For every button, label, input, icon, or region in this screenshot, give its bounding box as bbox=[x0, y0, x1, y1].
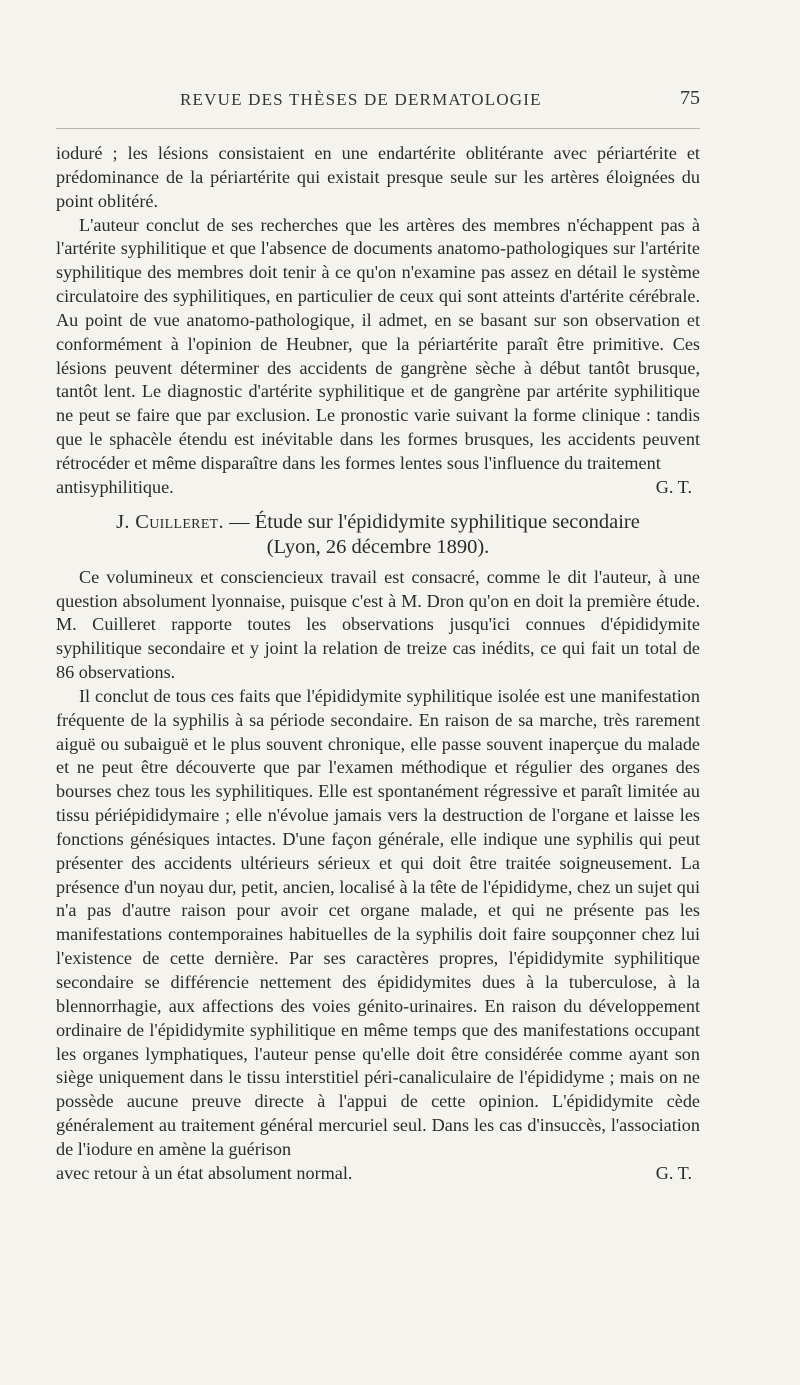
paragraph-last-line: antisyphilitique. bbox=[56, 476, 174, 497]
article-signature: G. T. bbox=[655, 1162, 692, 1183]
signature: G. T. bbox=[655, 476, 692, 497]
page-number: 75 bbox=[680, 87, 700, 109]
article-title: Étude sur l'épididymite syphilitique secondaire bbox=[254, 510, 640, 533]
article-paragraph-1: Ce volumineux et consciencieux travail est consacré, comme le dit l'auteur, à une question absolument lyonnaise, puisque c'est à M. Dron qu'on en doit la première étude. M. Cuilleret rapporte toutes les observations jusqu'ici connues d'épididymite syphilitique secondaire et y joint la relation de treize cas inédits, ce qui fait un total de 86 observations. bbox=[56, 566, 700, 683]
body-text bbox=[56, 142, 700, 1186]
article-title-line-1 bbox=[56, 510, 700, 535]
running-header bbox=[56, 87, 700, 114]
article-paragraph-2: Il conclut de tous ces faits que l'épididymite syphilitique isolée est une manifestation fréquente de la syphilis à sa période secondaire. En raison de sa marche, très rarement aiguë ou subaiguë et le plus souvent chronique, elle passe souvent inaperçue du malade et ne peut être découverte que par l'examen méthodique et régulier des organes des bourses chez tous les syphilitiques. Elle est spontanément régressive et paraît limitée au tissu périépididymaire ; elle n'évolue jamais vers la destruction de l'organe et laisse les fonctions génésiques intactes. D'une façon générale, elle indique une syphilis qui peut présenter des accidents ultérieurs sérieux et qui doit être traitée soigneusement. La présence d'un noyau dur, petit, ancien, localisé à la tête de l'épididyme, chez un sujet qui n'a pas d'autre raison pour avoir cet organe malade, et qui ne présente pas les manifestations contemporaines habituelles de la syphilis doit faire soupçonner chez lui l'existence de cette dernière. Par ses caractères propres, l'épididymite syphilitique secondaire se différencie nettement des épididymites dues à la tuberculose, à la blennorrhagie, aux affections des voies génito-urinaires. En raison du développement ordinaire de l'épididymite syphilitique en même temps que des manifestations occupant les organes lymphatiques, l'auteur pense qu'elle doit être considérée comme ayant son siège uniquement dans le tissu interstitiel péri-canaliculaire de l'épididyme ; mais on ne possède aucune preuve directe à l'appui de cette opinion. L'épididymite cède généralement au traitement général mercuriel seul. Dans les cas d'insuccès, l'association de l'iodure en amène la guérison bbox=[56, 685, 700, 1159]
title-dash: — bbox=[223, 510, 255, 533]
article-title-line-2: (Lyon, 26 décembre 1890). bbox=[266, 535, 490, 558]
paragraph-continuation: ioduré ; les lésions consistaient en une endartérite oblitérante avec périartérite et prédominance de la périartérite qui existait presque seule sur les artères éloignées du point oblitéré. bbox=[56, 143, 700, 211]
article-author: J. Cuilleret. bbox=[116, 510, 224, 533]
signature-line bbox=[56, 476, 700, 500]
paragraph-conclusion: L'auteur conclut de ses recherches que les artères des membres n'échappent pas à l'artérite syphilitique et que l'absence de documents anatomo-pathologiques sur l'artérite syphilitique des membres doit tenir à ce qu'on n'examine pas assez en détail le système circulatoire des syphilitiques, en particulier de ceux qui sont atteints d'artérite cérébrale. Au point de vue anatomo-pathologique, il admet, en se basant sur son observation et conformément à l'opinion de Heubner, que la périartérite paraît être primitive. Ces lésions peuvent déterminer des accidents de gangrène sèche à début tantôt brusque, tantôt lent. Le diagnostic d'artérite syphilitique et de gangrène par artérite syphilitique ne peut se faire que par exclusion. Le pronostic varie suivant la forme clinique : tandis que le sphacèle étendu est inévitable dans les formes brusques, les accidents peuvent rétrocéder et même disparaître dans les formes lentes sous l'influence du traitement bbox=[56, 214, 700, 473]
article-signature-line bbox=[56, 1162, 700, 1186]
header-rule bbox=[56, 128, 700, 129]
article-heading bbox=[56, 510, 700, 560]
article-last-line: avec retour à un état absolument normal. bbox=[56, 1162, 353, 1183]
running-title: REVUE DES THÈSES DE DERMATOLOGIE bbox=[180, 90, 542, 109]
